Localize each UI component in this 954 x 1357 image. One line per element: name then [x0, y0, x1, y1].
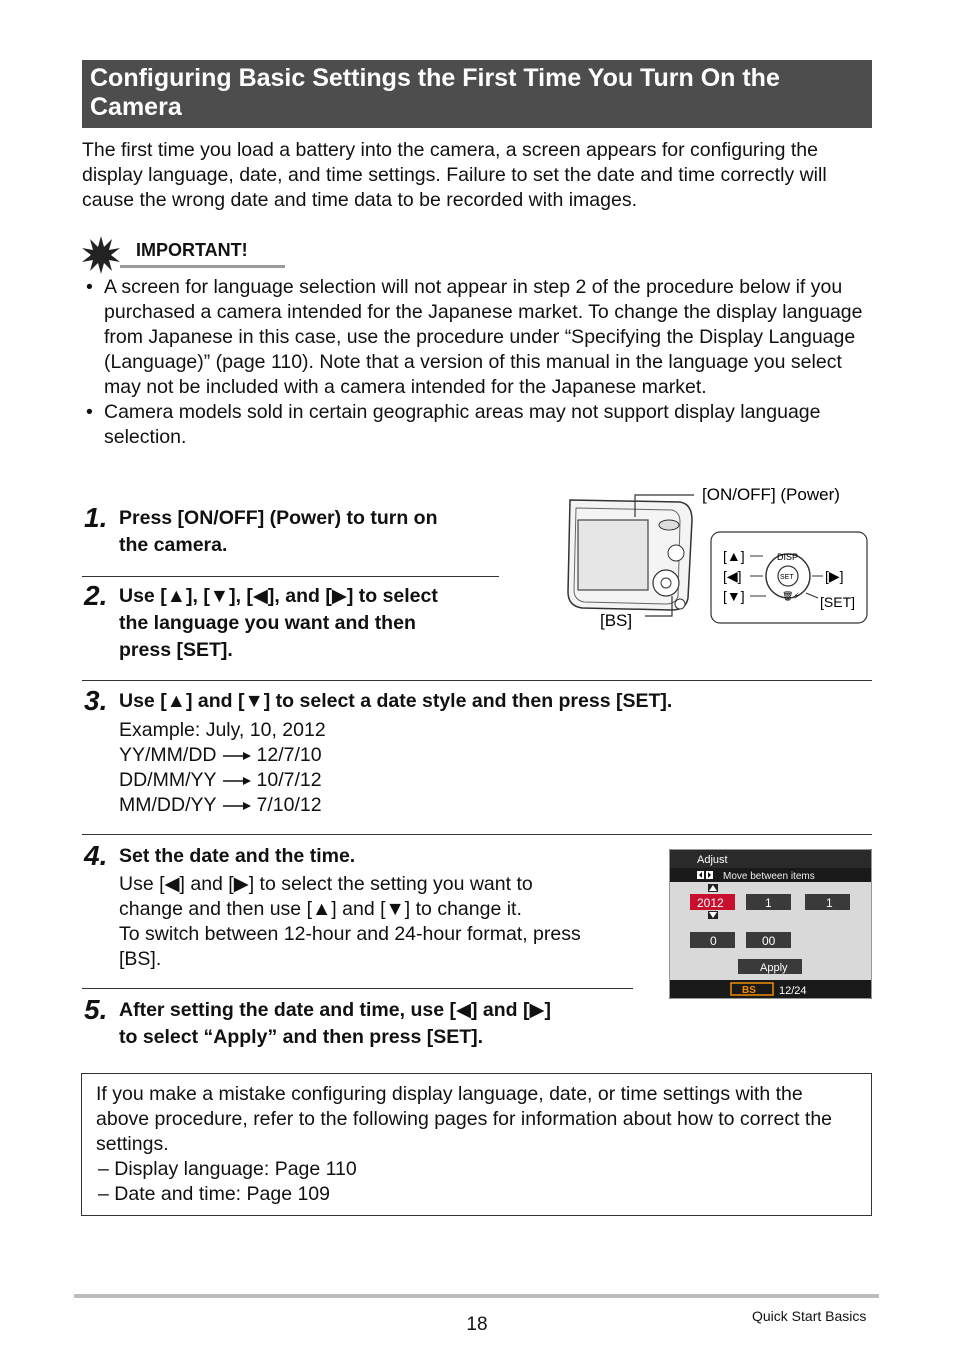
- step-number: 2.: [84, 580, 108, 611]
- step-number: 3.: [84, 685, 108, 716]
- page-title: Configuring Basic Settings the First Time You Turn On the Camera: [82, 60, 872, 128]
- step-5-text: [119, 997, 551, 1051]
- divider: [82, 680, 872, 681]
- step-line: press [SET].: [119, 639, 233, 661]
- step-line: to select “Apply” and then press [SET].: [119, 1026, 484, 1048]
- camera-illustration: [560, 480, 872, 630]
- arrow-right-icon: [223, 752, 251, 760]
- adjust-hint: Move between items: [723, 871, 815, 882]
- step-line: After setting the date and time, use [◀] and [▶]: [119, 999, 551, 1021]
- year-field[interactable]: 2012: [697, 896, 724, 910]
- hour-field[interactable]: 0: [710, 934, 717, 948]
- minute-field[interactable]: 00: [762, 934, 776, 948]
- arrow-right-icon: [223, 777, 251, 785]
- step-line: the camera.: [119, 534, 228, 556]
- example-line: Example: July, 10, 2012: [119, 719, 326, 741]
- adjust-screen: [669, 849, 872, 999]
- arrow-right-icon: [223, 802, 251, 810]
- important-list: [82, 275, 872, 450]
- divider: [82, 988, 633, 989]
- section-name: Quick Start Basics: [752, 1308, 867, 1324]
- adjust-title: Adjust: [697, 854, 728, 866]
- date-style: DD/MM/YY: [119, 769, 217, 791]
- detail-line: Use [◀] and [▶] to select the setting you want to: [119, 873, 533, 895]
- step-number: 5.: [84, 994, 108, 1025]
- important-starburst-icon: [82, 236, 120, 274]
- trash-flash-icon: 🗑⚡: [782, 592, 800, 602]
- step-4-text: Set the date and the time.: [119, 845, 356, 867]
- step-2-text: [119, 583, 438, 664]
- disp-label: DISP: [777, 552, 799, 562]
- important-underline: [120, 265, 285, 268]
- page-number: 18: [466, 1314, 488, 1335]
- right-label: [▶]: [825, 568, 844, 584]
- date-value: 10/7/12: [256, 769, 322, 791]
- detail-line: To switch between 12-hour and 24-hour format, press: [119, 923, 581, 945]
- divider: [82, 576, 499, 577]
- down-label: [▼]: [723, 588, 745, 604]
- important-label: IMPORTANT!: [136, 240, 248, 260]
- step-3-text: Use [▲] and [▼] to select a date style and then press [SET].: [119, 690, 673, 712]
- note-item: – Date and time: Page 109: [98, 1183, 330, 1205]
- detail-line: change and then use [▲] and [▼] to change it.: [119, 898, 522, 920]
- note-text: If you make a mistake configuring display language, date, or time settings with the above procedure, refer to the following pages for information about how to correct the settings.: [96, 1083, 833, 1155]
- step-line: Press [ON/OFF] (Power) to turn on: [119, 507, 438, 529]
- date-row: [119, 793, 326, 818]
- power-label: [ON/OFF] (Power): [702, 485, 840, 504]
- up-label: [▲]: [723, 548, 745, 564]
- date-style: YY/MM/DD: [119, 744, 217, 766]
- date-row: [119, 743, 326, 768]
- hour-format: 12/24: [779, 985, 807, 997]
- date-value: 12/7/10: [256, 744, 322, 766]
- detail-line: [BS].: [119, 948, 162, 970]
- list-item: • A screen for language selection will not appear in step 2 of the procedure below if you purchased a camera intended for the Japanese market. To change the display language from Japanese in this case, use the procedure under “Specifying the Display Language (Language)” (page 110). Note that a version of this manual in the language you select may not be included with a camera intended for the Japanese market.: [82, 275, 872, 400]
- step-4-detail: [119, 872, 581, 972]
- set-label: [SET]: [820, 594, 856, 610]
- apply-button[interactable]: Apply: [760, 962, 788, 974]
- step-1-text: [119, 505, 438, 559]
- bs-badge: BS: [742, 985, 756, 996]
- step-number: 4.: [84, 840, 108, 871]
- set-button-label: SET: [780, 574, 794, 581]
- date-style: MM/DD/YY: [119, 794, 217, 816]
- date-style-example: [119, 718, 326, 818]
- footer-rule: [74, 1294, 879, 1298]
- date-row: [119, 768, 326, 793]
- step-line: Use [▲], [▼], [◀], and [▶] to select: [119, 585, 438, 607]
- date-value: 7/10/12: [256, 794, 322, 816]
- note-item: – Display language: Page 110: [98, 1158, 357, 1180]
- bs-label: [BS]: [600, 611, 633, 630]
- month-field[interactable]: 1: [765, 896, 772, 910]
- left-label: [◀]: [723, 568, 742, 584]
- divider: [82, 834, 872, 835]
- list-item: • Camera models sold in certain geographic areas may not support display language selection.: [82, 400, 872, 450]
- step-number: 1.: [84, 502, 108, 533]
- intro-paragraph: The first time you load a battery into the camera, a screen appears for configuring the display language, date, and time settings. Failure to set the date and time correctly will cause the wrong date and time data to be recorded with images.: [82, 139, 827, 211]
- step-line: the language you want and then: [119, 612, 416, 634]
- correction-note: [81, 1073, 872, 1216]
- day-field[interactable]: 1: [826, 896, 833, 910]
